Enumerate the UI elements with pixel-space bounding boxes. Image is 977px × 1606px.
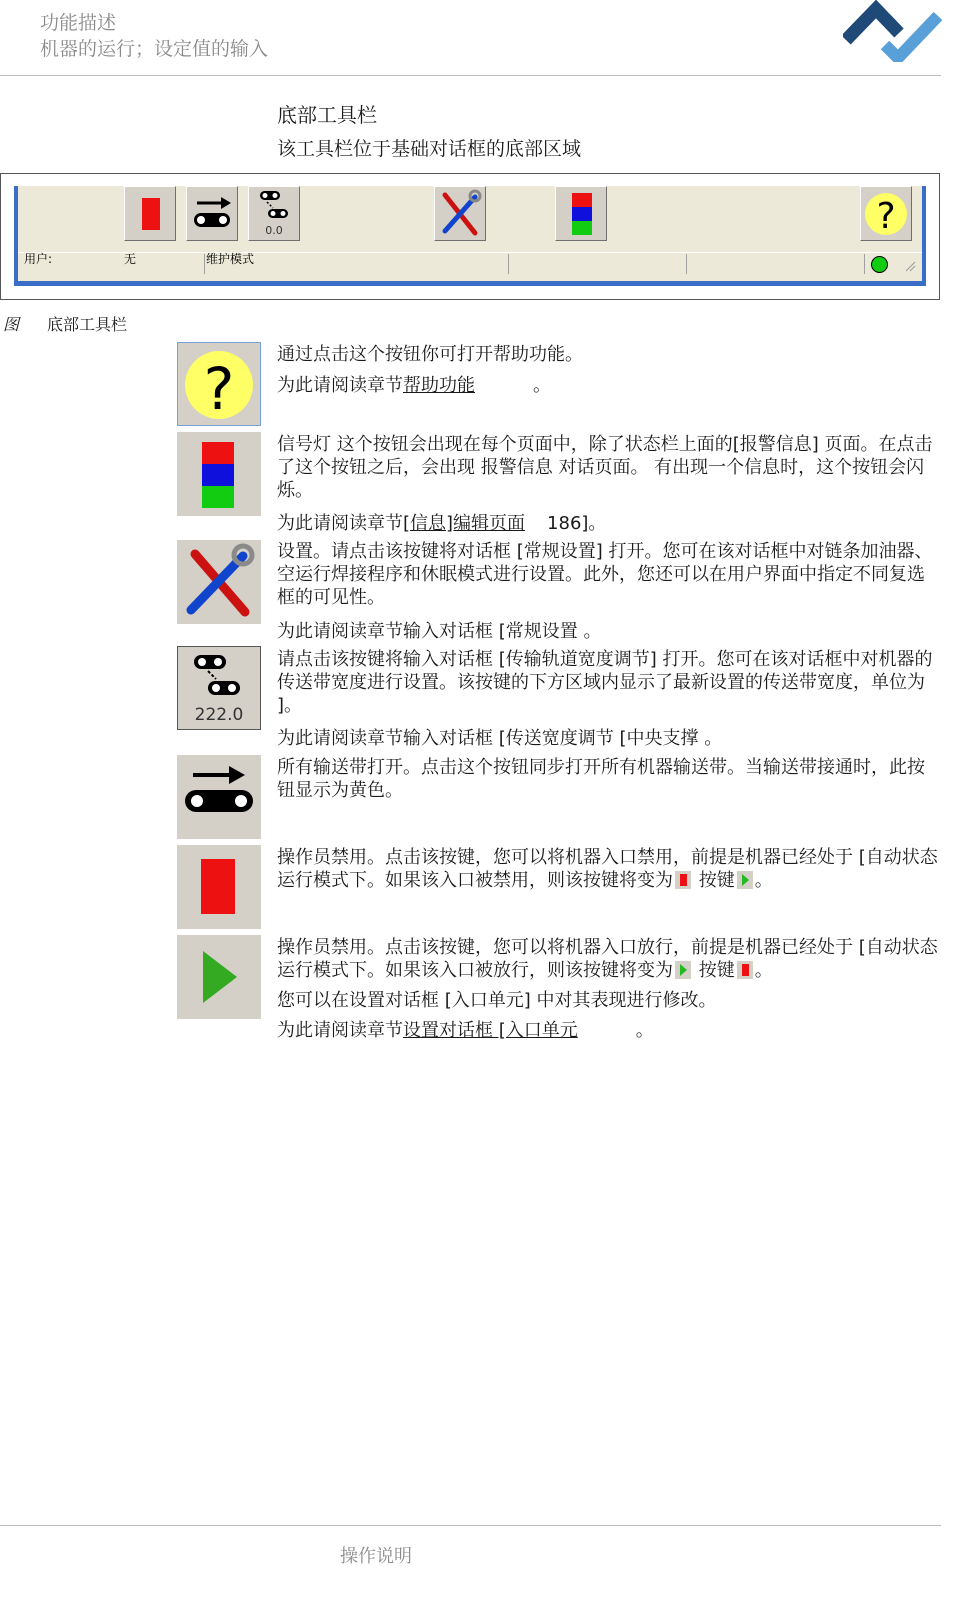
operator-release-reference-link[interactable]: 设置对话框 [入口单元 [403,1020,578,1041]
status-bar [18,249,922,277]
operator-block-description: 操作员禁用。点击该按键，您可以将机器入口禁用，前提是机器已经处于 [自动状态 运行模式下。如果该入口被禁用，则该按键将变为 按键 。 [277,847,938,891]
signal-green-lamp [202,486,234,508]
operator-release-description: 操作员禁用。点击该按键，您可以将机器入口放行，前提是机器已经处于 [自动状态 运行模式下。如果该入口被放行，则该按键将变为 按键 。 [277,937,938,981]
status-user-value: 无 [124,252,137,266]
signal-blue-lamp [572,207,592,221]
help-description: 通过点击这个按钮你可打开帮助功能。 [277,344,583,365]
figure-label: 图 [3,315,20,334]
conveyor-width-icon [178,647,260,707]
operator-release-modify: 您可以在设置对话框 [入口单元] 中对其表现进行修改。 [277,990,717,1011]
red-stop-mini-icon [737,961,753,979]
status-separator [508,254,509,274]
conveyor-width-description: 请点击该按键将输入对话框 [传输轨道宽度调节] 打开。您可在该对话框中对机器的传送带宽度进行设置。该按键的下方区域内显示了最新设置的传送带宽度，单位为 ]。 [277,649,933,716]
all-conveyors-button[interactable] [186,186,238,241]
green-play-mini-icon [675,961,691,979]
conveyor-width-image [177,646,261,730]
help-button[interactable] [860,186,912,241]
header-divider [0,75,941,76]
brand-logo [843,0,943,62]
conveyor-width-button[interactable] [248,186,300,241]
red-stop-icon [201,859,235,914]
status-mode: 维护模式 [206,252,255,266]
settings-button-image [177,540,261,624]
footer-divider [0,1525,941,1526]
settings-description: 设置。请点击该按键将对话框 [常规设置] 打开。您可在该对话框中对链条加油器、空运行焊接程序和休眠模式进行设置。此外，您还可以在用户界面中指定不同复选框的可见性。 [277,541,933,608]
operator-block-image [177,845,261,929]
green-play-mini-icon [737,871,753,889]
help-reference: 为此请阅读章节帮助功能 。 [277,375,551,396]
status-user-label: 用户: [24,252,53,266]
settings-button[interactable] [434,186,486,241]
status-separator [686,254,687,274]
red-stop-icon [142,198,160,230]
conveyor-width-value: 0.0 [265,224,283,237]
signal-reference: 为此请阅读章节[信息]编辑页面 186]。 [277,513,607,534]
green-play-icon [177,935,261,1019]
figure-caption: 底部工具栏 [47,315,128,334]
signal-description: 信号灯 这个按钮会出现在每个页面中，除了状态栏上面的[报警信息] 页面。在点击了这个按钮之后，会出现 报警信息 对话页面。 有出现一个信息时，这个按钮会闪烁。 [277,434,933,501]
help-reference-link[interactable]: 帮助功能 [403,375,475,396]
status-separator [204,254,205,274]
operator-block-button[interactable] [124,186,176,241]
conveyor-width-reference: 为此请阅读章节输入对话框 [传送宽度调节 [中央支撑 。 [277,728,723,749]
signal-blue-lamp [202,464,234,486]
header-subchapter: 机器的运行；设定值的输入 [40,38,269,60]
resize-grip-icon[interactable] [904,260,916,272]
all-conveyors-description: 所有输送带打开。点击这个按钮同步打开所有机器输送带。当输送带接通时，此按钮显示为黄色。 [277,757,925,801]
help-icon [861,187,911,240]
svg-text:?: ? [203,355,235,423]
tools-icon [177,540,261,624]
signal-green-lamp [572,221,592,235]
conveyor-arrow-icon [187,187,237,240]
help-icon [178,343,260,425]
section-subtitle: 该工具栏位于基础对话框的底部区域 [277,138,582,160]
operator-release-reference: 为此请阅读章节设置对话框 [入口单元 。 [277,1020,654,1041]
conveyor-width-icon [249,187,299,227]
all-conveyors-image [177,755,261,839]
signal-red-lamp [572,193,592,207]
settings-reference: 为此请阅读章节输入对话框 [常规设置 。 [277,621,602,642]
status-separator [864,254,865,274]
red-stop-mini-icon [675,871,691,889]
header-chapter: 功能描述 [40,12,117,34]
footer-text: 操作说明 [340,1546,412,1567]
svg-text:?: ? [876,196,896,237]
conveyor-width-value: 222.0 [194,705,244,725]
conveyor-arrow-icon [177,755,261,839]
signal-red-lamp [202,442,234,464]
signal-reference-link[interactable]: [信息]编辑页面 [403,513,526,534]
operator-release-image [177,935,261,1019]
signal-light-button[interactable] [555,186,607,241]
section-title: 底部工具栏 [277,103,377,127]
help-button-image [177,342,261,426]
header-title [40,10,268,62]
signal-light-image [177,432,261,516]
tools-icon [435,187,485,240]
bottom-toolbar [14,186,926,286]
status-ok-lamp [871,256,888,273]
